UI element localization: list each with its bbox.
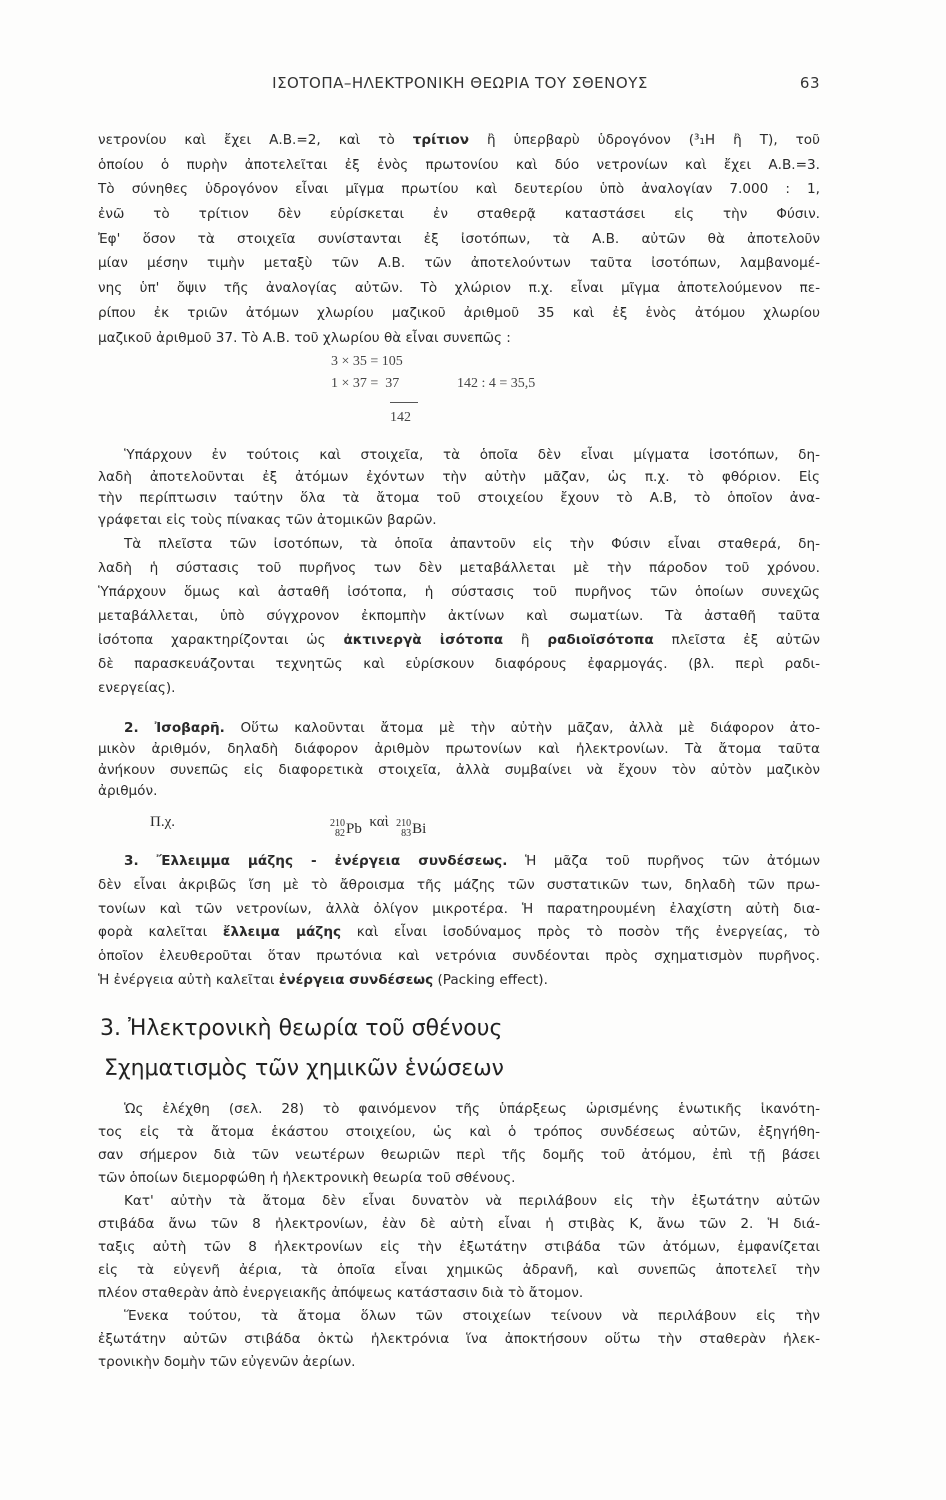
element-symbol: Bi bbox=[412, 820, 427, 837]
text-run: ἢ bbox=[503, 632, 548, 648]
text-line: γράφεται εἰς τοὺς πίνακας τῶν ἀτομικῶν βαρῶν. bbox=[98, 511, 437, 528]
text-line: λαδὴ ἡ σύστασις τοῦ πυρῆνος των δὲν μεταβάλλεται μὲ τὴν πάροδον τοῦ χρόνου. bbox=[98, 560, 820, 576]
text-line: τῶν ὁποίων διεμορφώθη ἡ ἠλεκτρονικὴ θεωρία τοῦ σθένους. bbox=[98, 1170, 516, 1186]
section-heading-line-1: 3. Ἠλεκτρονικὴ θεωρία τοῦ σθένους bbox=[100, 1016, 503, 1041]
bold-term: ἐνέργεια συνδέσεως bbox=[278, 971, 434, 988]
paragraph-isobars bbox=[98, 718, 820, 802]
text-line: λαδὴ ἀποτελοῦνται ἐξ ἀτόμων ἐχόντων τὴν αὐτὴν μᾶζαν, ὡς π.χ. τὸ φθόριον. Εἰς bbox=[98, 468, 820, 485]
equation-result: 142 : 4 = 35,5 bbox=[457, 376, 536, 391]
text-line: Τὰ πλεῖστα τῶν ἰσοτόπων, τὰ ὁποῖα ἀπαντοῦν εἰς τὴν Φύσιν εἶναι σταθερά, δη- bbox=[124, 536, 820, 552]
section-heading-line-2: Σχηματισμὸς τῶν χημικῶν ἑνώσεων bbox=[104, 1056, 504, 1081]
text-line: ἐξωτάτην αὐτῶν στιβάδα ὀκτὼ ἠλεκτρόνια ἵνα ἀποκτήσουν οὕτω τὴν σταθερὰν ἠλεκ- bbox=[98, 1331, 820, 1347]
text-line: Ὡς ἐλέχθη (σελ. 28) τὸ φαινόμενον τῆς ὑπάρξεως ὡρισμένης ἑνωτικῆς ἱκανότη- bbox=[124, 1101, 820, 1117]
bold-term: 3. Ἔλλειμμα μάζης - ἐνέργεια συνδέσεως. bbox=[124, 853, 508, 869]
text-line: Ἕνεκα τούτου, τὰ ἄτομα ὅλων τῶν στοιχείων τείνουν νὰ περιλάβουν εἰς τὴν bbox=[124, 1308, 820, 1324]
text-line: ὁποίου ὁ πυρὴν ἀποτελεῖται ἐξ ἑνὸς πρωτονίου καὶ δύο νετρονίων καὶ ἔχει Α.Β.=3. bbox=[98, 156, 820, 173]
text-line: ενεργείας). bbox=[98, 680, 176, 696]
example-label: Π.χ. bbox=[150, 814, 175, 830]
text-line: σαν σήμερον διὰ τῶν νεωτέρων θεωριῶν περὶ τῆς δομῆς τοῦ ἀτόμου, ἐπὶ τῇ βάσει bbox=[98, 1147, 820, 1163]
text-line: Κατ' αὐτὴν τὰ ἄτομα δὲν εἶναι δυνατὸν νὰ περιλάβουν εἰς τὴν ἐξωτάτην αὐτῶν bbox=[124, 1193, 820, 1209]
text-line: μικὸν ἀριθμόν, δηλαδὴ διάφορον ἀριθμὸν πρωτονίων καὶ ἠλεκτρονίων. Τὰ ἄτομα ταῦτα bbox=[98, 741, 820, 757]
text-line: ὁποῖον ἐλευθεροῦται ὅταν πρωτόνια καὶ νετρόνια συνδέονται πρὸς σχηματισμὸν πυρῆνος. bbox=[98, 948, 820, 965]
text-line bbox=[98, 628, 820, 652]
text-line: Ὑπάρχουν ὅμως καὶ ἀσταθῆ ἰσότοπα, ἡ σύστασις τοῦ πυρῆνος τῶν ὁποίων συνεχῶς bbox=[98, 584, 820, 600]
paragraph-isotopes bbox=[98, 128, 820, 350]
equation-row-1: 3 × 35 = 105 bbox=[331, 354, 403, 369]
example-nuclides bbox=[330, 814, 426, 839]
text-line: τος εἰς τὰ ἄτομα ἑκάστου στοιχείου, ὡς καὶ ὁ τρόπος συνδέσεως αὐτῶν, ἐξηγήθη- bbox=[98, 1124, 820, 1140]
text-line: ταξις αὐτὴ τῶν 8 ἠλεκτρονίων εἰς τὴν ἐξωτάτην στιβάδα τῶν ἀτόμων, ἐμφανίζεται bbox=[98, 1239, 820, 1255]
paragraph-non-mixtures bbox=[98, 445, 820, 531]
equation-sum: 142 bbox=[390, 410, 411, 425]
text-run: Οὕτω καλοῦνται ἄτομα μὲ τὴν αὐτὴν μᾶζαν, ἀλλὰ μὲ διάφορον ἀτο- bbox=[224, 720, 821, 736]
text-line: ρίπου ἐκ τριῶν ἀτόμων χλωρίου μαζικοῦ ἀριθμοῦ 35 καὶ ἐξ ἑνὸς ἀτόμου χλωρίου bbox=[98, 304, 820, 321]
text-run: Ἡ ἐνέργεια αὐτὴ καλεῖται bbox=[98, 971, 279, 988]
paragraph-octet bbox=[98, 1190, 820, 1305]
paragraph-mass-defect bbox=[98, 850, 820, 993]
paragraph-noble-gas bbox=[98, 1305, 820, 1374]
text-line: Ὑπάρχουν ἐν τούτοις καὶ στοιχεῖα, τὰ ὁποῖα δὲν εἶναι μίγματα ἰσοτόπων, δη- bbox=[124, 447, 820, 463]
text-run: ἢ ὑπερβαρὺ ὑδρογόνον (³₁Η ἢ Τ), τοῦ bbox=[469, 132, 820, 148]
text-line bbox=[98, 850, 820, 874]
text-line: μίαν μέσην τιμὴν μεταξὺ τῶν Α.Β. τῶν ἀποτελούντων ταῦτα ἰσοτόπων, λαμβανομέ- bbox=[98, 255, 820, 272]
header-title: ΙΣΟΤΟΠΑ–ΗΛΕΚΤΡΟΝΙΚΗ ΘΕΩΡΙΑ ΤΟΥ ΣΘΕΝΟΥΣ bbox=[272, 74, 648, 92]
nuclide-bi bbox=[396, 819, 426, 839]
bold-term: ἔλλειμα μάζης bbox=[222, 924, 342, 941]
text-line: ἐνῶ τὸ τρίτιον δὲν εὑρίσκεται ἐν σταθερᾷ καταστάσει εἰς τὴν Φύσιν. bbox=[98, 206, 820, 223]
text-line: τρονικὴν δομὴν τῶν εὐγενῶν ἀερίων. bbox=[98, 1354, 356, 1370]
text-line: πλέον σταθερὰν ἀπὸ ἐνεργειακῆς ἀπόψεως κατάστασιν διὰ τὸ ἄτομον. bbox=[98, 1285, 584, 1301]
text-line bbox=[98, 128, 820, 153]
paragraph-radioisotopes bbox=[98, 532, 820, 700]
mass-number: 210 bbox=[396, 818, 412, 829]
text-line bbox=[98, 921, 820, 945]
atomic-number: 82 bbox=[335, 828, 345, 839]
text-line: δὲν εἶναι ἀκριβῶς ἴση μὲ τὸ ἄθροισμα τῆς μάζης τῶν συστατικῶν των, δηλαδὴ τῶν πρω- bbox=[98, 876, 820, 893]
text-run: ἰσότοπα χαρακτηρίζονται ὡς bbox=[98, 632, 344, 648]
text-run: νετρονίου καὶ ἔχει Α.Β.=2, καὶ τὸ bbox=[98, 132, 413, 148]
sum-rule bbox=[390, 402, 418, 403]
bold-term: τρίτιον bbox=[412, 132, 470, 148]
paragraph-valence-intro bbox=[98, 1098, 820, 1190]
mass-number: 210 bbox=[330, 818, 345, 829]
text-line: ἀριθμόν. bbox=[98, 783, 158, 799]
text-line: ἀνήκουν συνεπῶς εἰς διαφορετικὰ στοιχεῖα, ἀλλὰ συμβαίνει νὰ ἔχουν τὸν αὐτὸν μαζικὸν bbox=[98, 762, 820, 778]
text-line: νης ὑπ' ὄψιν τῆς ἀναλογίας αὐτῶν. Τὸ χλώριον π.χ. εἶναι μῖγμα ἀποτελούμενον πε- bbox=[98, 280, 820, 297]
text-run: πλεῖστα ἐξ αὐτῶν bbox=[653, 632, 820, 648]
text-line: τὴν περίπτωσιν ταύτην ὅλα τὰ ἄτομα τοῦ στοιχείου ἔχουν τὸ Α.Β, τὸ ὁποῖον ἀνα- bbox=[98, 490, 820, 506]
text-line bbox=[98, 969, 820, 993]
text-line: μαζικοῦ ἀριθμοῦ 37. Τὸ Α.Β. τοῦ χλωρίου θὰ εἶναι συνεπῶς : bbox=[98, 329, 511, 346]
text-line: Τὸ σύνηθες ὑδρογόνον εἶναι μῖγμα πρωτίου καὶ δευτερίου ὑπὸ ἀναλογίαν 7.000 : 1, bbox=[98, 181, 820, 198]
text-run: φορὰ καλεῖται bbox=[98, 924, 223, 941]
bold-term: ἀκτινεργὰ ἰσότοπα bbox=[343, 632, 504, 648]
text-line bbox=[98, 718, 820, 739]
bold-term: 2. Ἰσοβαρῆ. bbox=[124, 720, 225, 736]
conjunction: καὶ bbox=[369, 814, 389, 830]
page-number: 63 bbox=[799, 74, 820, 92]
text-run: καὶ εἶναι ἰσοδύναμος πρὸς τὸ ποσὸν τῆς ἐνεργείας, τὸ bbox=[341, 924, 820, 941]
nuclide-pb bbox=[330, 819, 362, 839]
text-line: εἰς τὰ εὐγενῆ ἀέρια, τὰ ὁποῖα εἶναι χημικῶς ἀδρανῆ, καὶ συνεπῶς ἀποτελεῖ τὴν bbox=[98, 1262, 820, 1278]
equation-row-2: 1 × 37 = 37 bbox=[331, 376, 400, 391]
bold-term: ραδιοϊσότοπα bbox=[547, 632, 654, 648]
text-line: Ἐφ' ὅσον τὰ στοιχεῖα συνίστανται ἐξ ἰσοτόπων, τὰ Α.Β. αὐτῶν θὰ ἀποτελοῦν bbox=[98, 230, 820, 247]
text-line: δὲ παρασκευάζονται τεχνητῶς καὶ εὑρίσκουν διαφόρους ἐφαρμογάς. (βλ. περὶ ραδι- bbox=[98, 656, 820, 672]
text-line: μεταβάλλεται, ὑπὸ σύγχρονον ἐκπομπὴν ἀκτίνων καὶ σωματίων. Τὰ ἀσταθῆ ταῦτα bbox=[98, 608, 820, 624]
text-run: (Packing effect). bbox=[433, 971, 548, 988]
text-line: τονίων καὶ τῶν νετρονίων, ἀλλὰ ὀλίγον μικροτέρα. Ἡ παρατηρουμένη ἐλαχίστη αὐτὴ δια- bbox=[98, 900, 820, 917]
text-run: Ἡ μᾶζα τοῦ πυρῆνος τῶν ἀτόμων bbox=[507, 853, 820, 869]
element-symbol: Pb bbox=[346, 820, 362, 837]
text-line: στιβάδα ἄνω τῶν 8 ἠλεκτρονίων, ἐὰν δὲ αὐτὴ εἶναι ἡ στιβὰς Κ, ἄνω τῶν 2. Ἡ διά- bbox=[98, 1216, 820, 1232]
atomic-number: 83 bbox=[401, 828, 412, 839]
